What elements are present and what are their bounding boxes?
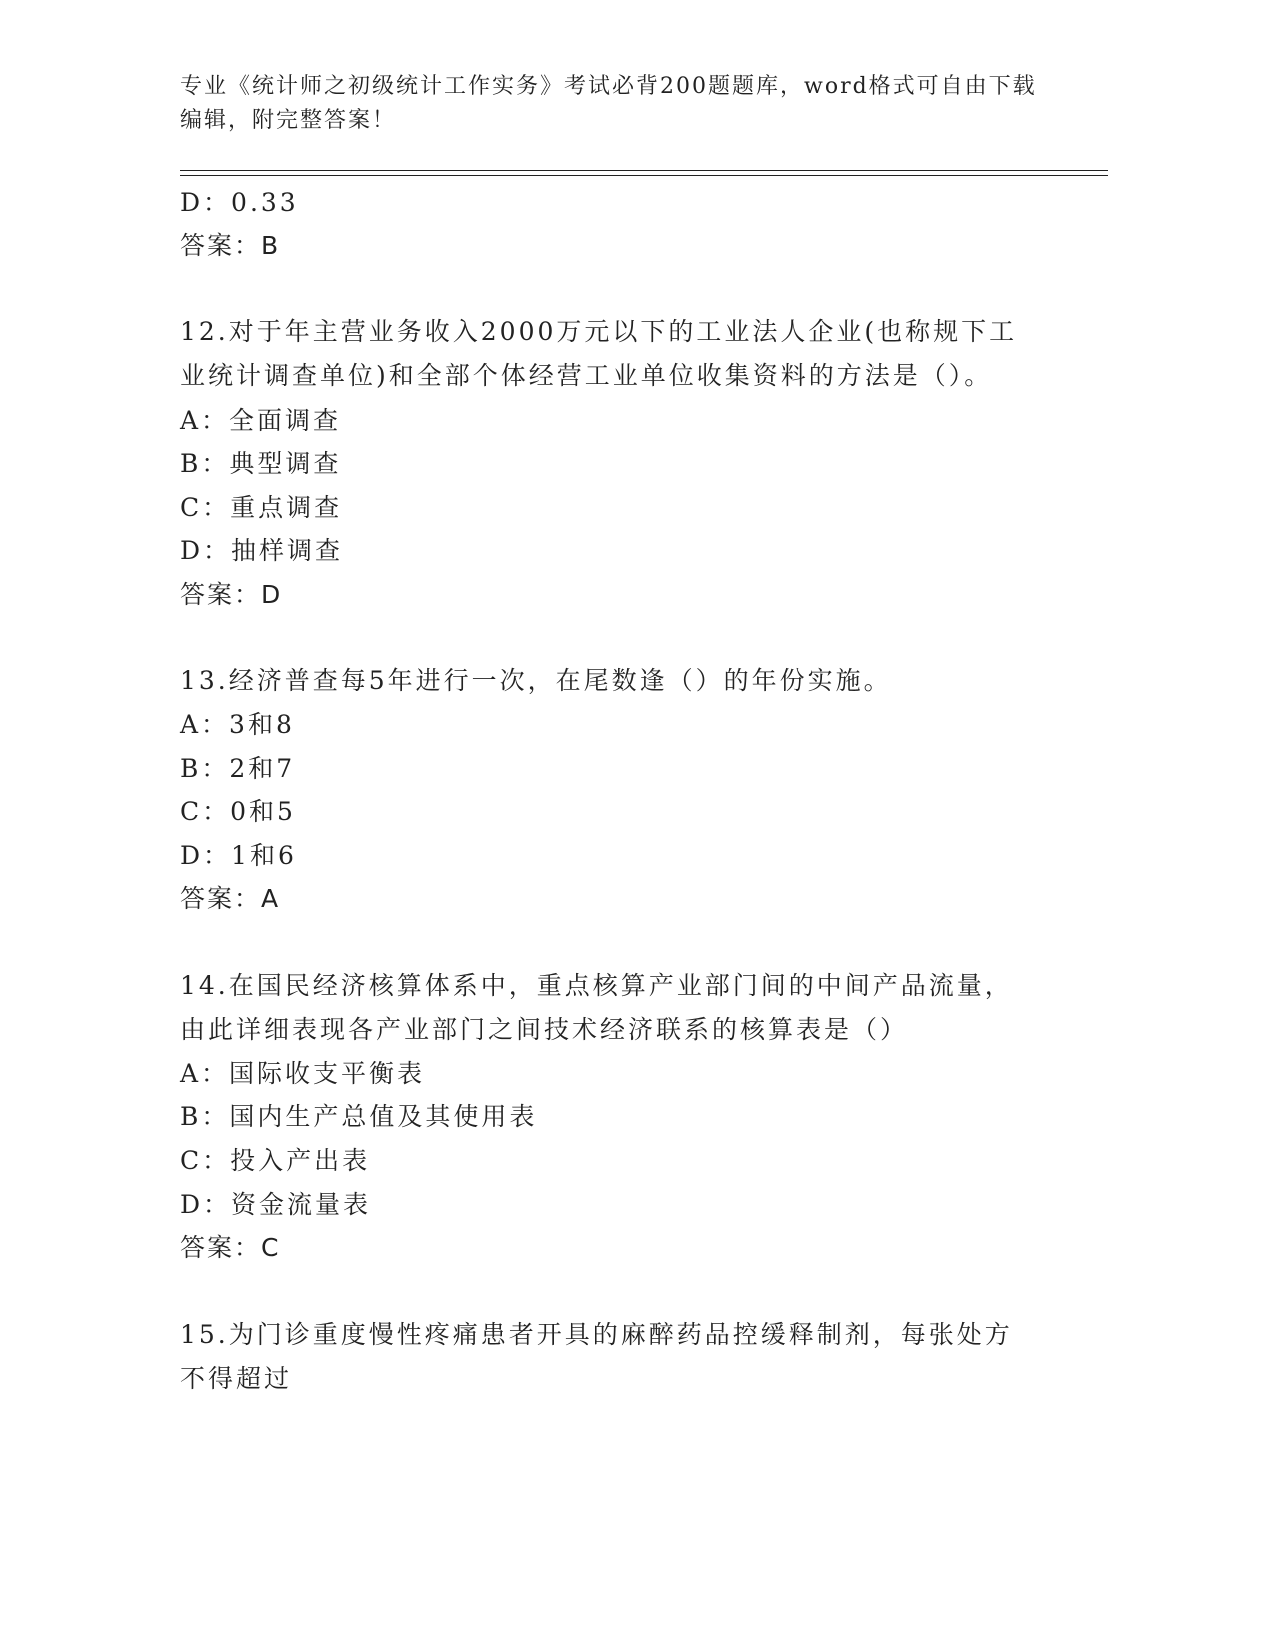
option-d: D：0.33: [180, 188, 299, 217]
option-b: B：国内生产总值及其使用表: [180, 1102, 538, 1131]
option-b: B：2和7: [180, 754, 296, 783]
option-c: C：重点调查: [180, 493, 343, 522]
answer: 答案：B: [180, 231, 281, 260]
option-d: D：资金流量表: [180, 1190, 372, 1219]
document-header: 专业《统计师之初级统计工作实务》考试必背200题题库，word格式可自由下载编辑，附完整答案！: [180, 74, 1037, 133]
question-stem: 14.在国民经济核算体系中，重点核算产业部门间的中间产品流量，由此详细表现各产业部门之间技术经济联系的核算表是（）: [180, 971, 1013, 1044]
answer: 答案：D: [180, 580, 283, 609]
option-c: C：投入产出表: [180, 1146, 371, 1175]
option-b: B：典型调查: [180, 449, 342, 478]
option-a: A：3和8: [180, 710, 295, 739]
answer: 答案：A: [180, 884, 281, 913]
option-d: D：1和6: [180, 841, 297, 870]
option-a: A：全面调查: [180, 406, 342, 435]
header-rule-top: [180, 170, 1108, 171]
answer: 答案：C: [180, 1233, 281, 1262]
question-stem: 12.对于年主营业务收入2000万元以下的工业法人企业(也称规下工业统计调查单位)和全部个体经营工业单位收集资料的方法是（）。: [180, 317, 1018, 390]
option-d: D：抽样调查: [180, 536, 344, 565]
question-stem: 13.经济普查每5年进行一次，在尾数逢（）的年份实施。: [180, 666, 892, 695]
option-a: A：国际收支平衡表: [180, 1059, 426, 1088]
option-c: C：0和5: [180, 797, 296, 826]
question-stem: 15.为门诊重度慢性疼痛患者开具的麻醉药品控缓释制剂，每张处方不得超过: [180, 1320, 1013, 1393]
header-rule-bottom: [180, 175, 1108, 176]
